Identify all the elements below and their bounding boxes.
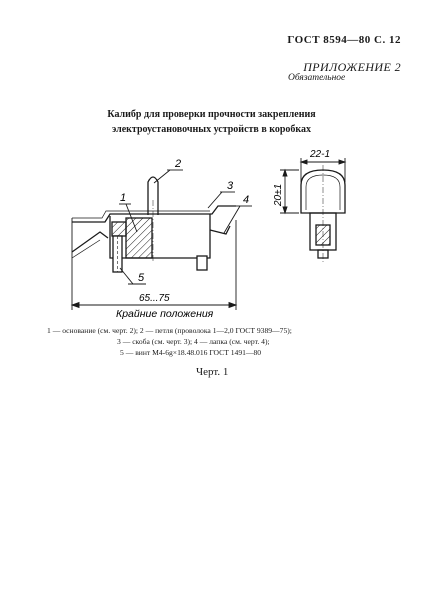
dim-width-label: Крайние положения bbox=[116, 308, 214, 320]
legend-line-1: 1 — основание (см. черт. 2); 2 — петля (проволока 1—2,0 ГОСТ 9389—75); bbox=[47, 326, 292, 335]
callout-3: 3 bbox=[227, 180, 234, 192]
dim-height: 20±1 bbox=[273, 183, 284, 206]
callout-4: 4 bbox=[243, 194, 250, 206]
dim-width: 65...75 bbox=[139, 293, 170, 304]
side-view bbox=[301, 165, 345, 262]
standard-header: ГОСТ 8594—80 С. 12 bbox=[287, 34, 401, 46]
bracket-top bbox=[72, 206, 236, 222]
main-view bbox=[72, 177, 236, 272]
left-block bbox=[112, 222, 126, 236]
left-foot bbox=[72, 232, 108, 252]
appendix-status: Обязательное bbox=[288, 73, 346, 83]
figure-caption: Черт. 1 bbox=[196, 366, 229, 378]
dim-top: 22-1 bbox=[310, 149, 331, 160]
appendix-label: ПРИЛОЖЕНИЕ 2 bbox=[303, 60, 401, 74]
figure-title-line-1: Калибр для проверки прочности закрепления bbox=[107, 109, 316, 120]
right-nut bbox=[197, 256, 207, 270]
callout-2: 2 bbox=[175, 158, 182, 170]
legend-line-3: 5 — винт М4-6g×18.48.016 ГОСТ 1491—80 bbox=[120, 348, 262, 357]
figure-title-line-2: электроустановочных устройств в коробках bbox=[111, 124, 312, 135]
base-hatched bbox=[126, 218, 152, 258]
callout-5: 5 bbox=[138, 272, 145, 284]
callout-1: 1 bbox=[120, 192, 127, 204]
legend-line-2: 3 — скоба (см. черт. 3); 4 — лапка (см. черт. 4); bbox=[117, 337, 270, 346]
loop-wire bbox=[148, 177, 158, 215]
